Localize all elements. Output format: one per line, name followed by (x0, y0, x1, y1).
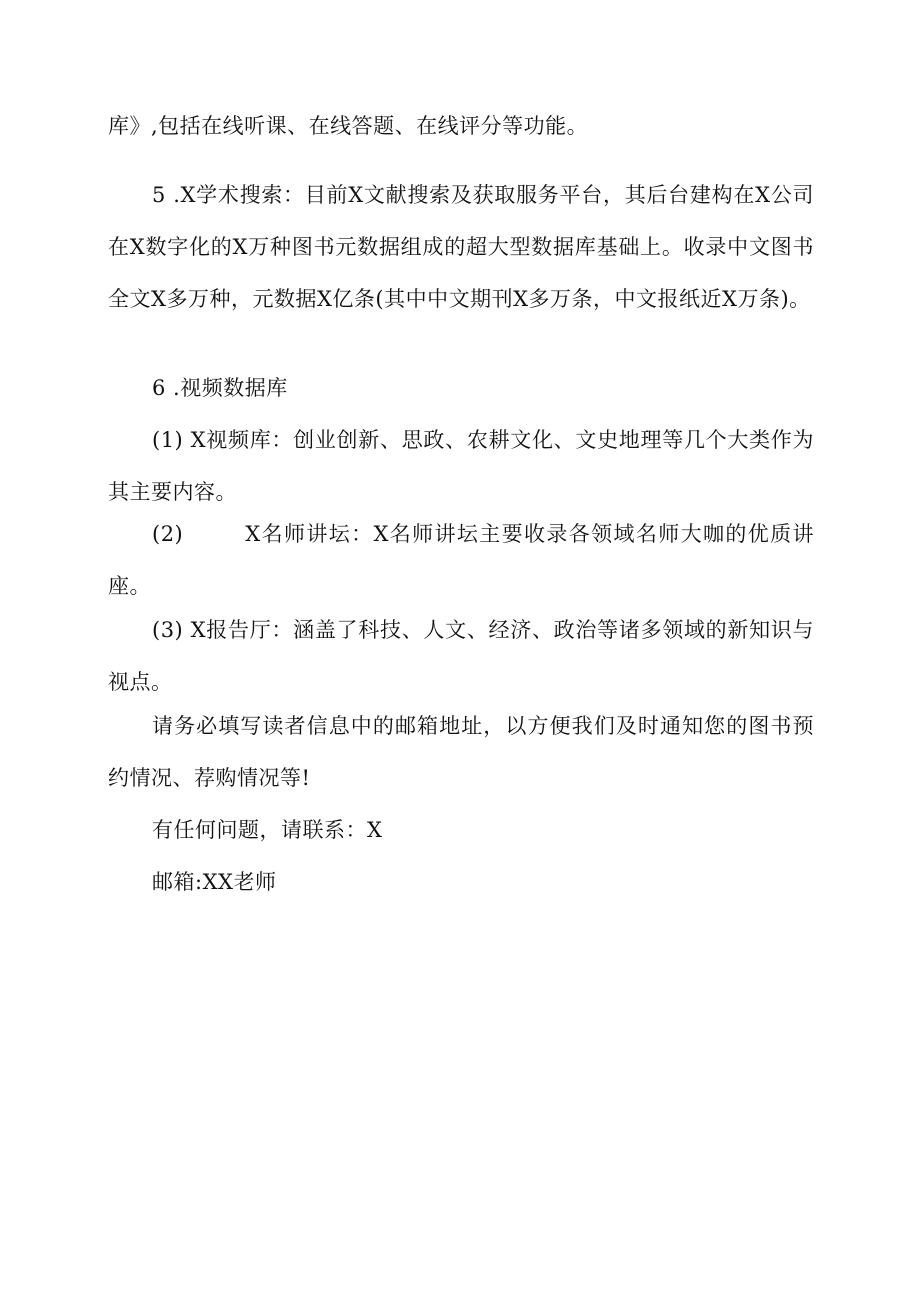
paragraph-email-teacher: 邮箱:XX老师 (152, 870, 277, 894)
famous-teacher-forum-text: X名师讲坛：X名师讲坛主要收录各领域名师大咖的优质讲座。 (108, 522, 814, 598)
paragraph-academic-search: 5 .X学术搜索：目前X文献搜索及获取服务平台，其后台建构在X公司在X数字化的X万种图书元数据组成的超大型数据库基础上。收录中文图书全文X多万种，元数据X亿条(其中中文期刊X多万条，中文报纸近X万条)。 (108, 183, 814, 311)
paragraph-library-features: 库》,包括在线听课、在线答题、在线评分等功能。 (108, 114, 589, 138)
paragraph-report-hall: (3) X报告厅：涵盖了科技、人文、经济、政治等诸多领域的新知识与视点。 (108, 618, 814, 694)
paragraph-contact: 有任何问题，请联系：X (152, 818, 383, 842)
paragraph-famous-teacher-forum (108, 508, 814, 612)
heading-video-database: 6 .视频数据库 (152, 376, 288, 400)
paragraph-email-notice: 请务必填写读者信息中的邮箱地址，以方便我们及时通知您的图书预约情况、荐购情况等! (108, 714, 814, 790)
list-number-2: (2) (152, 522, 184, 546)
paragraph-video-library: (1) X视频库：创业创新、思政、农耕文化、文史地理等几个大类作为其主要内容。 (108, 428, 814, 504)
